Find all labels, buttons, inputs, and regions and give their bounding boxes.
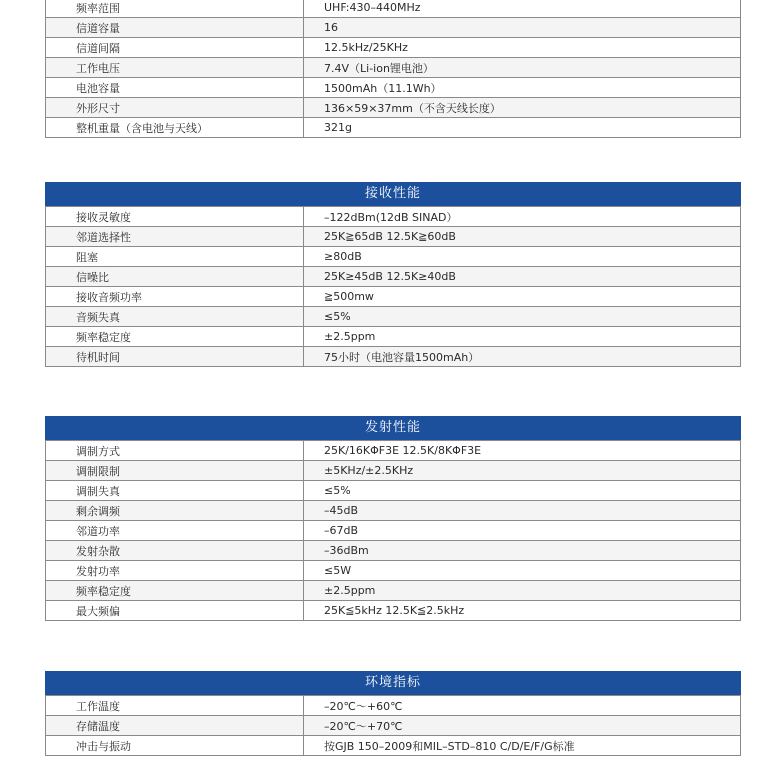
spec-label: 接收音频功率: [46, 287, 304, 307]
table-row: [46, 227, 741, 247]
table-row: [46, 18, 741, 38]
general-specs-table: [45, 0, 741, 138]
section-header: 环境指标: [45, 671, 741, 695]
table-row: [46, 307, 741, 327]
spec-label: 邻道功率: [46, 521, 304, 541]
spec-label: 存储温度: [46, 716, 304, 736]
table-row: [46, 441, 741, 461]
spec-value: ≤5%: [304, 481, 741, 501]
spec-label: 调制方式: [46, 441, 304, 461]
table-row: [46, 267, 741, 287]
table-row: [46, 78, 741, 98]
table-row: [46, 481, 741, 501]
spec-value: ≤5W: [304, 561, 741, 581]
spec-label: 频率范围: [46, 0, 304, 18]
table-row: [46, 501, 741, 521]
spec-value: ±2.5ppm: [304, 581, 741, 601]
table-row: [46, 327, 741, 347]
spec-value: 25K≦5kHz 12.5K≦2.5kHz: [304, 601, 741, 621]
spec-label: 冲击与振动: [46, 736, 304, 756]
receive-table: [45, 206, 741, 367]
environment-table: [45, 695, 741, 756]
spec-label: 剩余调频: [46, 501, 304, 521]
spec-label: 邻道选择性: [46, 227, 304, 247]
spec-value: ≥80dB: [304, 247, 741, 267]
spec-value: –122dBm(12dB SINAD）: [304, 207, 741, 227]
table-row: [46, 461, 741, 481]
spec-label: 信道间隔: [46, 38, 304, 58]
spec-value: –45dB: [304, 501, 741, 521]
spec-label: 频率稳定度: [46, 581, 304, 601]
spec-label: 整机重量（含电池与天线）: [46, 118, 304, 138]
spec-value: ≧500mw: [304, 287, 741, 307]
table-row: [46, 736, 741, 756]
spec-value: –20℃～+70℃: [304, 716, 741, 736]
spec-value: 75小时（电池容量1500mAh）: [304, 347, 741, 367]
spec-label: 最大频偏: [46, 601, 304, 621]
spec-label: 工作电压: [46, 58, 304, 78]
spec-value: 16: [304, 18, 741, 38]
spec-value: ±5KHz/±2.5KHz: [304, 461, 741, 481]
table-row: [46, 0, 741, 18]
spec-value: 按GJB 150–2009和MIL–STD–810 C/D/E/F/G标准: [304, 736, 741, 756]
table-row: [46, 287, 741, 307]
table-row: [46, 38, 741, 58]
spec-value: 1500mAh（11.1Wh）: [304, 78, 741, 98]
spec-label: 发射功率: [46, 561, 304, 581]
table-row: [46, 561, 741, 581]
table-row: [46, 247, 741, 267]
transmit-table: [45, 440, 741, 621]
spec-label: 阻塞: [46, 247, 304, 267]
spec-value: –20℃～+60℃: [304, 696, 741, 716]
table-row: [46, 696, 741, 716]
spec-label: 调制失真: [46, 481, 304, 501]
table-row: [46, 716, 741, 736]
spec-value: UHF:430–440MHz: [304, 0, 741, 18]
table-row: [46, 98, 741, 118]
spec-label: 音频失真: [46, 307, 304, 327]
spec-label: 发射杂散: [46, 541, 304, 561]
transmit-section: [45, 416, 741, 621]
table-row: [46, 118, 741, 138]
spec-label: 电池容量: [46, 78, 304, 98]
spec-label: 信噪比: [46, 267, 304, 287]
table-row: [46, 601, 741, 621]
spec-value: –36dBm: [304, 541, 741, 561]
spec-label: 外形尺寸: [46, 98, 304, 118]
table-row: [46, 58, 741, 78]
spec-value: 25K≧65dB 12.5K≧60dB: [304, 227, 741, 247]
section-header: 发射性能: [45, 416, 741, 440]
spec-label: 调制限制: [46, 461, 304, 481]
spec-value: 321g: [304, 118, 741, 138]
environment-section: [45, 671, 741, 756]
spec-label: 频率稳定度: [46, 327, 304, 347]
table-row: [46, 581, 741, 601]
spec-value: 25K/16KΦF3E 12.5K/8KΦF3E: [304, 441, 741, 461]
spec-value: 7.4V（Li-ion锂电池）: [304, 58, 741, 78]
spec-value: 25K≥45dB 12.5K≥40dB: [304, 267, 741, 287]
table-row: [46, 347, 741, 367]
table-row: [46, 207, 741, 227]
table-row: [46, 541, 741, 561]
spec-value: ±2.5ppm: [304, 327, 741, 347]
spec-label: 工作温度: [46, 696, 304, 716]
spec-label: 待机时间: [46, 347, 304, 367]
general-specs-section: [45, 0, 741, 138]
spec-label: 接收灵敏度: [46, 207, 304, 227]
spec-value: ≤5%: [304, 307, 741, 327]
spec-value: 136×59×37mm（不含天线长度）: [304, 98, 741, 118]
table-row: [46, 521, 741, 541]
receive-section: [45, 182, 741, 367]
spec-value: –67dB: [304, 521, 741, 541]
spec-value: 12.5kHz/25KHz: [304, 38, 741, 58]
spec-label: 信道容量: [46, 18, 304, 38]
section-header: 接收性能: [45, 182, 741, 206]
